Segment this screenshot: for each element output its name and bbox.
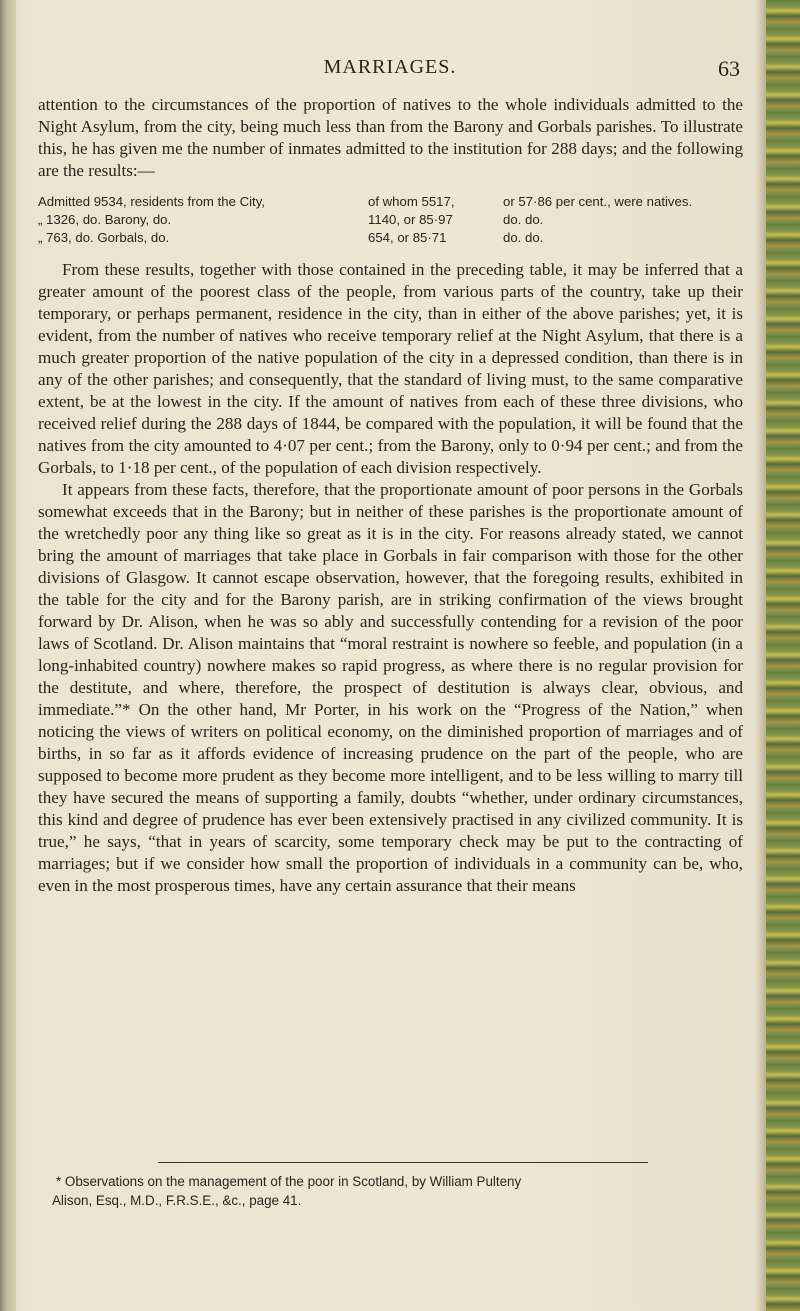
page-edge-shadow	[756, 0, 766, 1311]
footnote	[52, 1172, 742, 1210]
footnote-line: Alison, Esq., M.D., F.R.S.E., &c., page 41.	[52, 1193, 302, 1208]
body-paragraph: It appears from these facts, therefore, that the proportionate amount of poor persons in the Gorbals somewhat exceeds that in the Barony; but in neither of these parishes is the proportionate amount of the wretchedly poor any thing like so great as it is in the city. For reasons already stated, we cannot bring the amount of marriages that take place in Gorbals in fair comparison with those for the other divisions of Glasgow. It cannot escape observation, however, that the foregoing results, exhibited in the table for the city and for the Barony parish, are in striking confirmation of the views brought forward by Dr. Alison, when he was so ably and successfully contending for a revision of the poor laws of Scotland. Dr. Alison maintains that “moral restraint is nowhere so feeble, and population (in a long-inhabited country) nowhere makes so rapid progress, as where there is no regular provision for the destitute, and where, therefore, the prospect of destitution is always clear, obvious, and immediate.”* On the other hand, Mr Porter, in his work on the “Progress of the Nation,” when noticing the views of writers on political economy, on the diminished proportion of marriages and of births, in so far as it affords evidence of increasing prudence on the part of the people, who are supposed to become more prudent as they become more intelligent, and to be less willing to marry till they have secured the means of supporting a family, doubts “whether, under ordinary circumstances, this kind and degree of prudence has ever been extensively practised in any civilized community. It is true,” he says, “that in years of scarcity, some temporary check may be put to the contracting of marriages; but if we consider how small the proportion of individuals in a community can be, who, even in the most prosperous times, have any certain assurance that their means	[38, 480, 743, 895]
main-text	[38, 94, 743, 897]
table-row	[38, 229, 743, 247]
table-cell: or 57·86 per cent., were natives.	[503, 194, 693, 209]
body-paragraph: From these results, together with those contained in the preceding table, it may be inferred that a greater amount of the poorest class of the people, from various parts of the country, take up their temporary, or perhaps permanent, residence in the city, than in either of the above parishes; yet, it is evident, from the number of natives who receive temporary relief at the Night Asylum, that there is a much greater proportion of the native population of the city in a depressed condition, than there is in any of the other parishes; and consequently, that the standard of living must, to the same comparative extent, be at the lowest in the city. If the amount of natives from each of these three divisions, who received relief during the 288 days of 1844, be compared with the population, it will be found that the natives from the city amounted to 4·07 per cent.; from the Barony, only to 0·94 per cent.; and from the Gorbals, to 1·18 per cent., of the population of each division respectively.	[38, 260, 743, 477]
page-binding-shadow	[0, 0, 16, 1311]
running-title: MARRIAGES.	[323, 56, 457, 78]
table-cell: 1140, or 85·97	[368, 212, 453, 227]
table-cell: do. do.	[503, 230, 544, 245]
admissions-table	[38, 193, 743, 247]
page-number: 63	[718, 56, 740, 81]
table-row	[38, 211, 743, 229]
table-cell: „ 1326, do. Barony, do.	[38, 212, 172, 227]
intro-paragraph: attention to the circumstances of the proportion of natives to the whole individuals admitted to the Night Asylum, from the city, being much less than from the Barony and Gorbals parishes. To illustrate this, he has given me the number of inmates admitted to the institution for 288 days; and the following are the results:—	[38, 95, 743, 180]
footnote-rule	[158, 1162, 648, 1163]
table-cell: of whom 5517,	[368, 194, 455, 209]
marbled-page-edge	[766, 0, 800, 1311]
table-row	[38, 193, 743, 211]
table-cell: 654, or 85·71	[368, 230, 447, 245]
footnote-line: * Observations on the management of the poor in Scotland, by William Pulteny	[56, 1174, 522, 1189]
table-cell: do. do.	[503, 212, 544, 227]
page-header	[40, 56, 740, 84]
table-cell: Admitted 9534, residents from the City,	[38, 194, 265, 209]
table-cell: „ 763, do. Gorbals, do.	[38, 230, 170, 245]
